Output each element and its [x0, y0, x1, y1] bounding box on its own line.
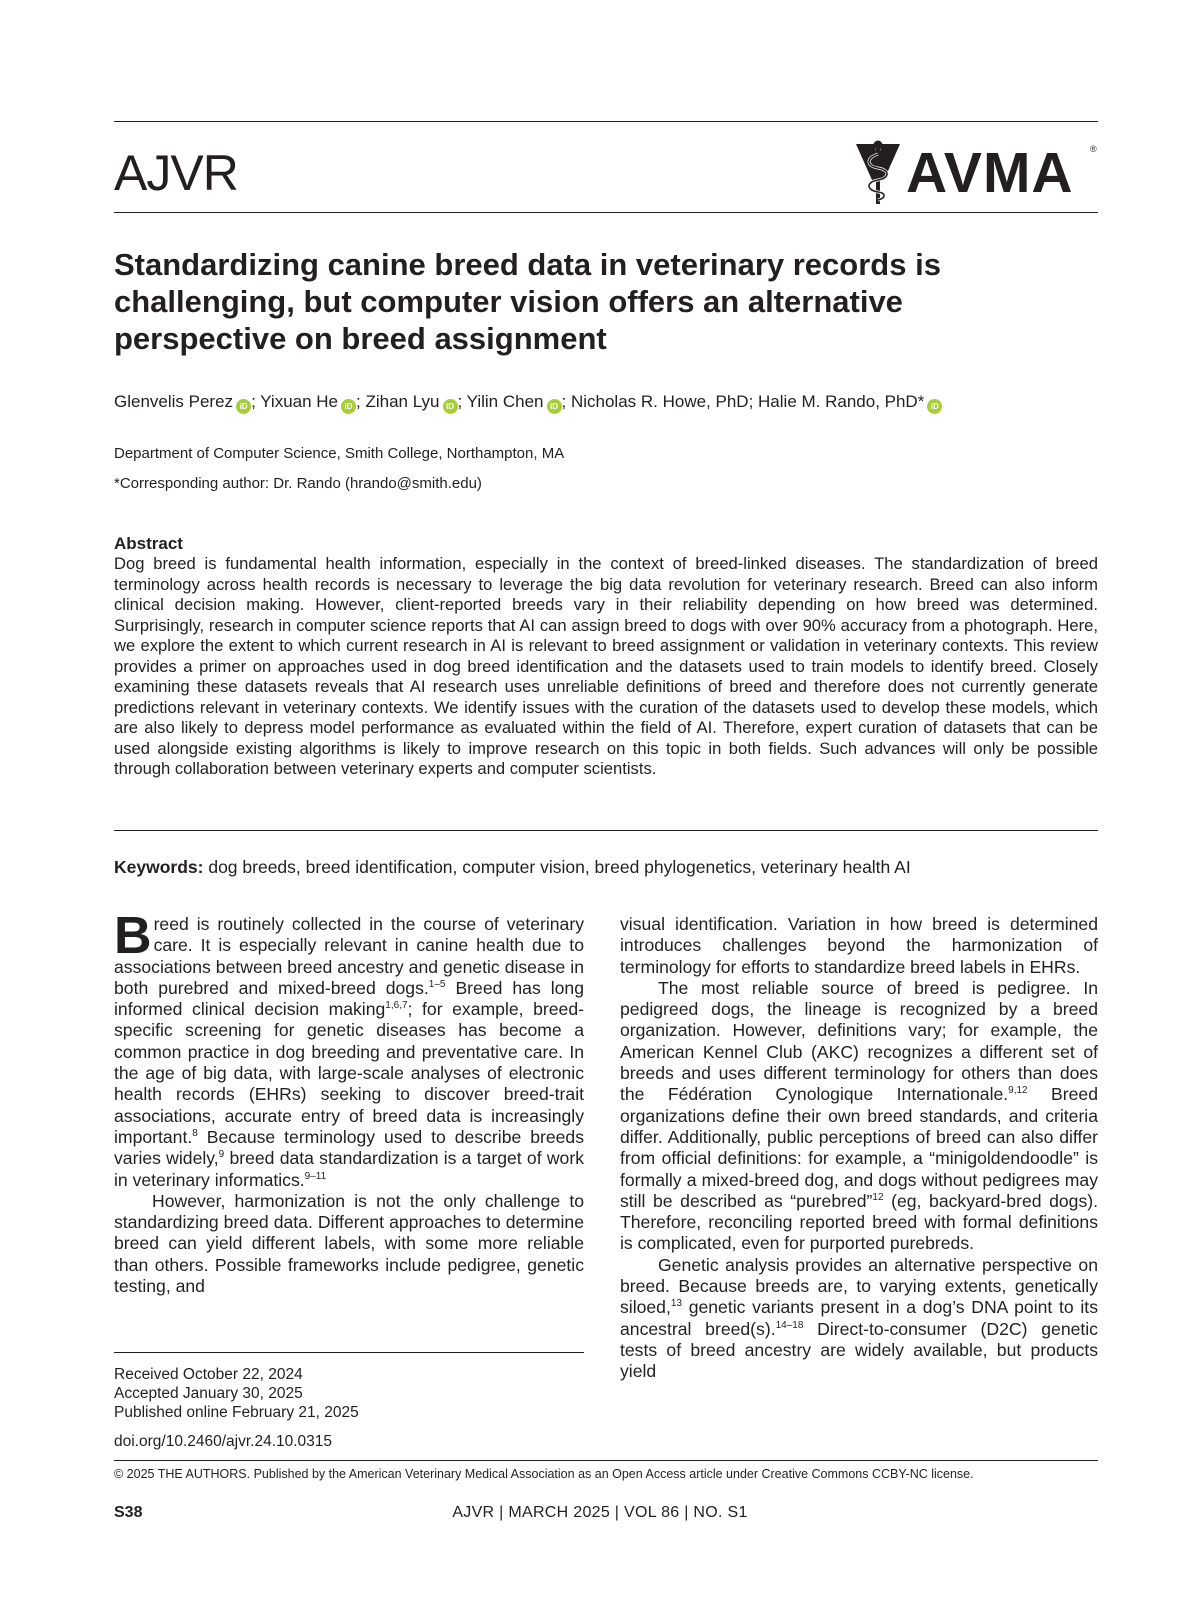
citation-superscript[interactable]: 9 [218, 1149, 225, 1161]
orcid-icon[interactable]: iD [443, 399, 458, 414]
citation-superscript[interactable]: 9,12 [1008, 1085, 1028, 1097]
received-date: Received October 22, 2024 [114, 1366, 303, 1383]
author-name: Yixuan He [260, 392, 339, 411]
orcid-icon[interactable]: iD [927, 399, 942, 414]
orcid-icon[interactable]: iD [236, 399, 251, 414]
citation-superscript[interactable]: 9–11 [304, 1170, 327, 1182]
history-rule [114, 1352, 584, 1353]
body-left-column [114, 907, 584, 1297]
citation-superscript[interactable]: 1,6,7 [385, 1000, 408, 1012]
author-name: Nicholas R. Howe, PhD [570, 392, 749, 411]
body-paragraph: However, harmonization is not the only challenge to standardizing breed data. Different approaches to determine breed can yield different labels, with some more reliable than others. Possible frameworks include pedigree, genetic testing, and [114, 1190, 584, 1297]
header-bottom-rule [114, 212, 1098, 213]
abstract-heading: Abstract [114, 534, 183, 553]
author-name: Halie M. Rando, PhD* [758, 392, 925, 411]
drop-cap: B [114, 907, 152, 965]
published-date: Published online February 21, 2025 [114, 1404, 359, 1421]
orcid-icon[interactable]: iD [341, 399, 356, 414]
body-paragraph: The most reliable source of breed is pedigree. In pedigreed dogs, the lineage is recognized by a breed organization. However, definitions vary; for example, the American Kennel Club (AKC) recognizes a different set of breeds and uses different terminology for others than does the Fédération Cynologique Internationale.$^{9,12}$ Breed organizations define their own breed standards, and criteria differ. Additionally, public perceptions of breed can also differ from official definitions: for example, a “minigoldendoodle” is formally a mixed-breed dog, and dogs without pedigrees may still be described as “purebred”$^{12}$ (eg, backyard-bred dogs). Therefore, reconciling reported breed with formal definitions is complicated, even for purported purebreds. [620, 977, 1099, 1254]
avma-logo [854, 140, 1098, 208]
registered-mark: ® [1090, 144, 1097, 154]
doi-link[interactable]: doi.org/10.2460/ajvr.24.10.0315 [114, 1433, 333, 1450]
article-title: Standardizing canine breed data in veterinary records is challenging, but computer vision offers an alternative perspective on breed assignment [114, 247, 941, 356]
citation-superscript[interactable]: 1–5 [428, 978, 446, 990]
affiliation: Department of Computer Science, Smith College, Northampton, MA [114, 445, 565, 462]
page-number: S38 [114, 1504, 143, 1521]
orcid-icon[interactable]: iD [547, 399, 562, 414]
article-history [114, 1365, 359, 1422]
caduceus-icon [854, 140, 902, 206]
keywords-label: Keywords: [114, 857, 204, 877]
journal-citation: AJVR | MARCH 2025 | VOL 86 | NO. S1 [452, 1504, 748, 1521]
footer-rule [114, 1460, 1098, 1461]
corresponding-author: *Corresponding author: Dr. Rando (hrando@smith.edu) [114, 475, 482, 492]
keywords-text: dog breeds, breed identification, computer vision, breed phylogenetics, veterinary health AI [208, 857, 911, 877]
author-name: Zihan Lyu [365, 392, 440, 411]
journal-name: AJVR [114, 145, 238, 201]
author-name: Yilin Chen [466, 392, 544, 411]
copyright-notice: © 2025 THE AUTHORS. Published by the American Veterinary Medical Association as an Open Access article under Creative Commons CCBY-NC license. [114, 1467, 974, 1481]
keywords [114, 856, 1098, 878]
citation-superscript[interactable]: 12 [872, 1191, 884, 1203]
citation-superscript[interactable]: 13 [670, 1298, 682, 1310]
citation-superscript[interactable]: 8 [192, 1127, 198, 1139]
abstract-rule [114, 830, 1098, 831]
body-right-column [620, 914, 1098, 1383]
avma-logo-text: AVMA [906, 141, 1074, 205]
body-paragraph: visual identification. Variation in how breed is determined introduces challenges beyond the harmonization of terminology for efforts to standardize breed labels in EHRs. [620, 914, 1098, 977]
header-top-rule [114, 121, 1098, 122]
abstract-text: Dog breed is fundamental health information, especially in the context of breed-linked diseases. The standardization of breed terminology across health records is necessary to leverage the big data revolution for veterinary research. Breed can also inform clinical decision making. However, client-reported breeds vary in their reliability depending on how breed was determined. Surprisingly, research in computer science reports that AI can assign breed to dogs with over 90% accuracy from a photograph. Here, we explore the extent to which current research in AI is relevant to breed assignment or validation in veterinary contexts. This review provides a primer on approaches used in dog breed identification and the datasets used to train models to identify breed. Closely examining these datasets reveals that AI research uses unreliable definitions of breed and therefore does not currently generate predictions relevant in veterinary contexts. We identify issues with the curation of the datasets used to develop these models, which are also likely to depress model performance as evaluated within the field of AI. Therefore, expert curation of datasets that can be used alongside existing algorithms is likely to improve research on this topic in both fields. Such advances will only be possible through collaboration between veterinary experts and computer scientists. [114, 554, 1098, 778]
author-name: Glenvelis Perez [114, 392, 234, 411]
body-paragraph: Genetic analysis provides an alternative perspective on breed. Because breeds are, to varying extents, genetically siloed,$^{13}$ genetic variants present in a dog’s DNA point to its ancestral breed(s).$^{14-18}$ Direct-to-consumer (D2C) genetic tests of breed ancestry are widely available, but products yield [620, 1254, 1098, 1382]
body-paragraph: Breed is routinely collected in the course of veterinary care. It is especially relevant in canine health due to associations between breed ancestry and genetic disease in both purebred and mixed-breed dogs.$^{1-5}$ Breed has long informed clinical decision making$^{1,6,7}$; for example, breed-specific screening for genetic diseases has become a common practice in dog breeding and preventative care. In the age of big data, with large-scale analyses of electronic health records (EHRs) seeking to discover breed-trait associations, accurate entry of breed data is increasingly important.$^8$ Because terminology used to describe breeds varies widely,$^9$ breed data standardization is a target of work in veterinary informatics.$^{9-11}$ [114, 907, 584, 1190]
author-list: Glenvelis Perez iD ; Yixuan He iD ; Zihan Lyu iD ; Yilin Chen iD ; Nicholas R. Howe, PhD; Halie M. Rando, PhD* iD [114, 390, 1094, 414]
citation-superscript[interactable]: 14–18 [775, 1319, 804, 1331]
accepted-date: Accepted January 30, 2025 [114, 1385, 303, 1402]
